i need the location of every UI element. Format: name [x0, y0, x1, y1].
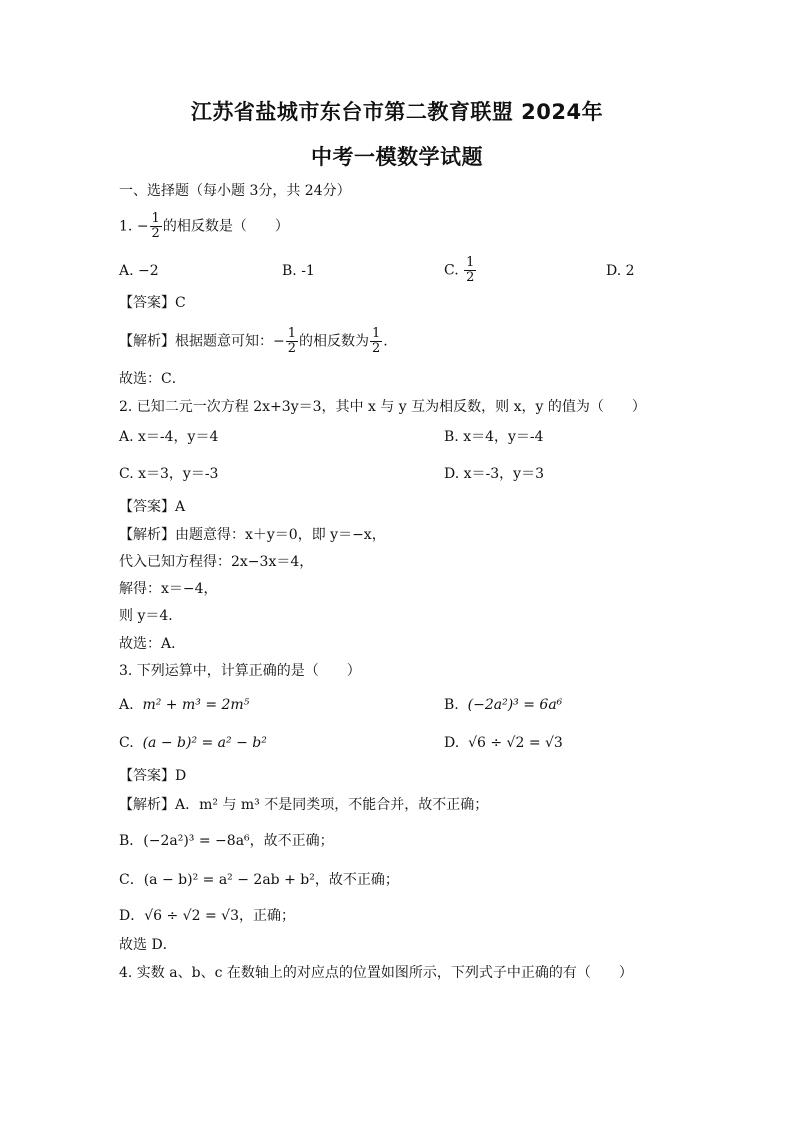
q3-option-b-expr: (−2a²)³ = 6a⁶: [467, 697, 563, 713]
q3-analysis-c: C．(a − b)² = a² − 2ab + b²，故不正确；: [119, 872, 399, 888]
q1-analysis-fraction: $\frac{1}{2}$: [287, 326, 297, 356]
q2-answer: 【答案】A: [119, 499, 186, 515]
q2-analysis-1: 【解析】由题意得：x＋y＝0，即 y＝−x，: [119, 527, 386, 543]
q2-analysis-4: 则 y＝4．: [119, 608, 183, 624]
q1-option-a: A. −2: [119, 263, 159, 279]
q2-option-d: D. x＝-3，y＝3: [444, 466, 544, 482]
q3-option-a: A. m² + m³ = 2m⁵: [119, 697, 250, 713]
q1-stem-text: 的相反数是（ ）: [162, 218, 289, 235]
q3-answer: 【答案】D: [119, 768, 187, 784]
q2-analysis-2: 代入已知方程得：2x−3x＝4，: [119, 554, 314, 570]
q3-analysis-d: D．√6 ÷ √2 = √3，正确；: [119, 908, 295, 924]
q3-analysis-b: B．(−2a²)³ = −8a⁶，故不正确；: [119, 833, 334, 849]
q2-option-b: B. x＝4，y＝-4: [444, 429, 544, 445]
q1-choose: 故选：C．: [119, 371, 186, 387]
q1-option-b: B. -1: [282, 263, 315, 279]
q2-stem: 2. 已知二元一次方程 2x+3y＝3，其中 x 与 y 互为相反数，则 x，y 的值为（ ）: [119, 399, 646, 415]
q1-analysis-fraction-2: $\frac{1}{2}$: [372, 326, 381, 356]
section-heading: 一、选择题（每小题 3分，共 24分）: [119, 183, 351, 199]
q3-option-d: D. √6 ÷ √2 = √3: [444, 735, 563, 751]
q1-answer: 【答案】C: [119, 295, 186, 311]
q3-analysis-a: 【解析】A．m² 与 m³ 不是同类项，不能合并，故不正确；: [119, 797, 489, 813]
page-title-line1: 江苏省盐城市东台市第二教育联盟 2024年: [190, 100, 604, 124]
q1-fraction: $\frac{1}{2}$: [151, 211, 160, 241]
q4-stem: 4. 实数 a、b、c 在数轴上的对应点的位置如图所示，下列式子中正确的有（ ）: [119, 965, 633, 981]
q3-choose: 故选 D．: [119, 937, 177, 953]
q3-stem: 3. 下列运算中，计算正确的是（ ）: [119, 663, 361, 679]
q1-minus: −: [136, 218, 149, 235]
q1-option-d: D. 2: [606, 263, 635, 279]
q1-stem: [119, 212, 289, 241]
page-title-line2: 中考一模数学试题: [311, 145, 483, 169]
q3-option-c: C. (a − b)² = a² − b²: [119, 735, 267, 751]
q1-option-c-fraction: $\frac{1}{2}$: [466, 255, 475, 285]
q1-option-c: C. $\frac{1}{2}$: [444, 255, 475, 285]
q2-analysis-3: 解得：x＝−4，: [119, 581, 218, 597]
q2-option-a: A. x＝-4，y＝4: [119, 429, 219, 445]
q2-option-c: C. x＝3，y＝-3: [119, 466, 219, 482]
q3-option-c-expr: (a − b)² = a² − b²: [142, 735, 267, 751]
q3-option-b: B. (−2a²)³ = 6a⁶: [444, 697, 563, 713]
q1-number: 1.: [119, 218, 133, 235]
q3-option-d-expr: √6 ÷ √2 = √3: [468, 735, 563, 751]
q1-analysis: 【解析】根据题意可知：− $\frac{1}{2}$ 的相反数为 $\frac{1}{2}$ .: [119, 326, 388, 356]
q3-option-a-expr: m² + m³ = 2m⁵: [142, 697, 250, 713]
q2-choose: 故选：A．: [119, 636, 186, 652]
